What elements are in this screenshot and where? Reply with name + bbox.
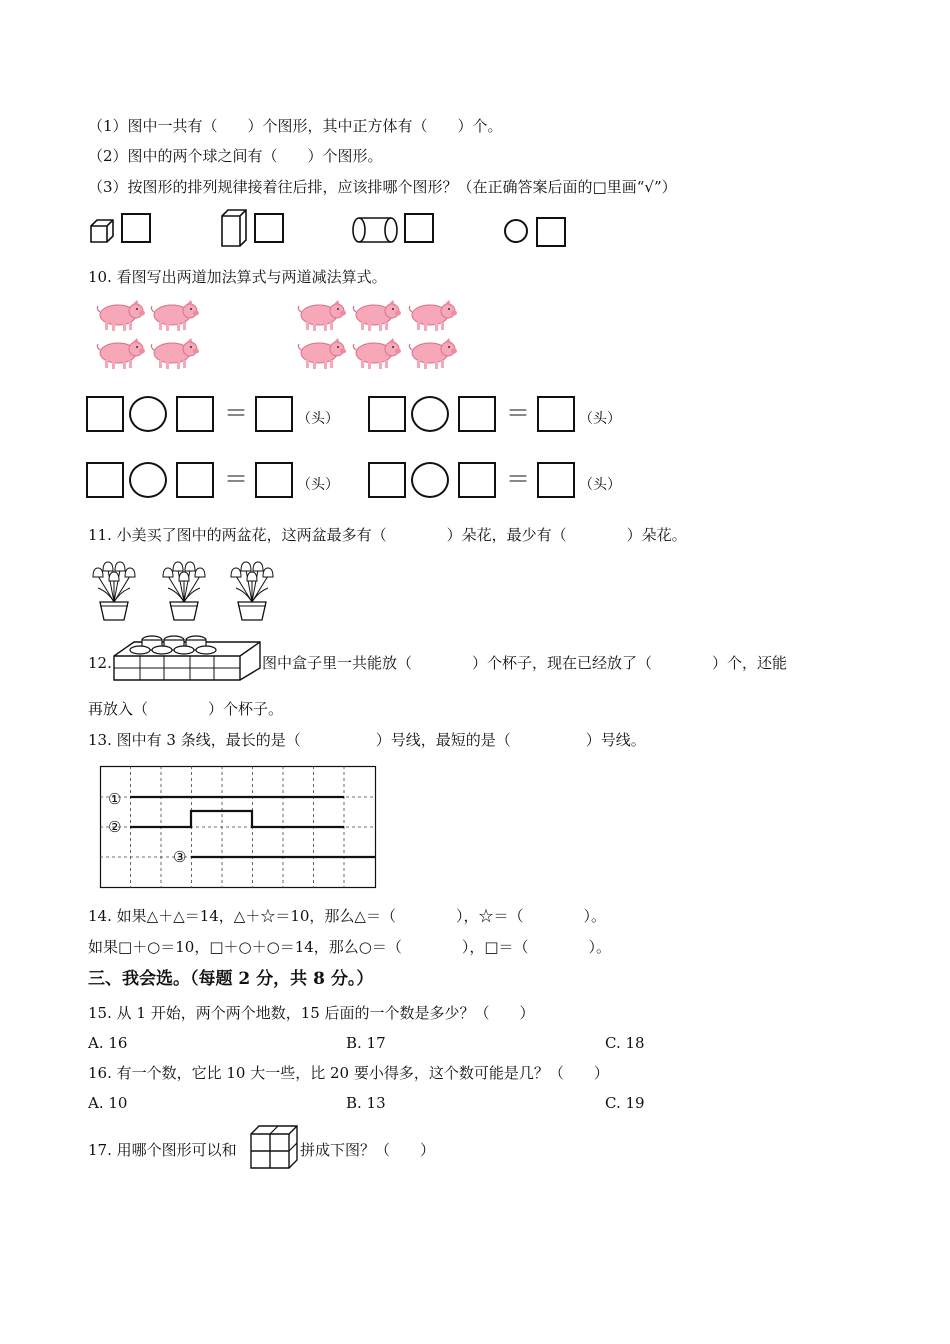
pig-icon xyxy=(96,338,146,370)
pig-icon xyxy=(96,300,146,332)
pig-icon xyxy=(352,338,402,370)
answer-box[interactable] xyxy=(368,396,406,432)
unit-label: （头） xyxy=(579,477,621,493)
q15-option-a[interactable]: A. 16 xyxy=(88,1034,128,1052)
flower-pot-icon xyxy=(226,558,278,622)
line-label-2: ② xyxy=(108,818,122,836)
pig-icon xyxy=(297,300,347,332)
answer-box[interactable] xyxy=(537,396,575,432)
unit-label: （头） xyxy=(297,411,339,427)
q9-sub3: （3）按图形的排列规律接着往后排，应该排哪个图形？（在正确答案后面的□里画“√”） xyxy=(88,178,677,196)
q12-number: 12. xyxy=(88,654,112,672)
answer-box[interactable] xyxy=(176,462,214,498)
section-3-title: 三、我会选。（每题 2 分，共 8 分。） xyxy=(88,969,374,989)
q12-text-a: 图中盒子里一共能放（ ）个杯子，现在已经放了（ ）个，还能 xyxy=(262,654,788,672)
q17-text-a: 17. 用哪个图形可以和 xyxy=(88,1141,237,1159)
line-grid-figure xyxy=(100,766,376,888)
cube-stack-figure xyxy=(249,1124,299,1170)
line-label-3: ③ xyxy=(173,848,187,866)
cup-box-icon xyxy=(112,636,262,682)
answer-box[interactable] xyxy=(537,462,575,498)
q16-option-b[interactable]: B. 13 xyxy=(346,1094,386,1112)
answer-box[interactable] xyxy=(255,396,293,432)
answer-box[interactable] xyxy=(121,213,151,243)
pig-icon xyxy=(150,338,200,370)
answer-box[interactable] xyxy=(404,213,434,243)
answer-box[interactable] xyxy=(458,396,496,432)
q10-title: 10. 看图写出两道加法算式与两道减法算式。 xyxy=(88,268,387,286)
sphere-shape-icon xyxy=(504,219,528,243)
operator-circle[interactable] xyxy=(411,396,449,432)
pig-icon xyxy=(408,338,458,370)
unit-label: （头） xyxy=(579,411,621,427)
q9-sub2: （2）图中的两个球之间有（ ）个图形。 xyxy=(88,147,383,165)
equals-sign: ＝ xyxy=(224,399,248,427)
answer-box[interactable] xyxy=(254,213,284,243)
answer-box[interactable] xyxy=(176,396,214,432)
answer-box[interactable] xyxy=(255,462,293,498)
answer-box[interactable] xyxy=(86,462,124,498)
pig-icon xyxy=(150,300,200,332)
pig-icon xyxy=(408,300,458,332)
q17-text-b: 拼成下图？（ ） xyxy=(300,1141,436,1159)
equals-sign: ＝ xyxy=(506,399,530,427)
operator-circle[interactable] xyxy=(129,396,167,432)
operator-circle[interactable] xyxy=(129,462,167,498)
q9-sub1: （1）图中一共有（ ）个图形，其中正方体有（ ）个。 xyxy=(88,117,503,135)
pig-icon xyxy=(352,300,402,332)
equals-sign: ＝ xyxy=(506,465,530,493)
q14-line2: 如果□＋○＝10，□＋○＋○＝14，那么○＝（ ），□＝（ ）。 xyxy=(88,938,612,956)
line-label-1: ① xyxy=(108,790,122,808)
q15-title: 15. 从 1 开始，两个两个地数，15 后面的一个数是多少？（ ） xyxy=(88,1004,535,1022)
answer-box[interactable] xyxy=(536,217,566,247)
cube-shape-icon xyxy=(89,218,115,244)
answer-box[interactable] xyxy=(458,462,496,498)
equals-sign: ＝ xyxy=(224,465,248,493)
unit-label: （头） xyxy=(297,477,339,493)
q15-option-c[interactable]: C. 18 xyxy=(605,1034,645,1052)
q15-option-b[interactable]: B. 17 xyxy=(346,1034,386,1052)
operator-circle[interactable] xyxy=(411,462,449,498)
q11-title: 11. 小美买了图中的两盆花，这两盆最多有（ ）朵花，最少有（ ）朵花。 xyxy=(88,526,687,544)
answer-box[interactable] xyxy=(86,396,124,432)
flower-pot-icon xyxy=(88,558,140,622)
q14-line1: 14. 如果△＋△＝14，△＋☆＝10，那么△＝（ ），☆＝（ ）。 xyxy=(88,907,606,925)
q16-option-a[interactable]: A. 10 xyxy=(88,1094,128,1112)
q16-option-c[interactable]: C. 19 xyxy=(605,1094,645,1112)
q12-text-b: 再放入（ ）个杯子。 xyxy=(88,700,284,718)
q16-title: 16. 有一个数，它比 10 大一些，比 20 要小得多，这个数可能是几？（ ） xyxy=(88,1064,609,1082)
answer-box[interactable] xyxy=(368,462,406,498)
q13-title: 13. 图中有 3 条线，最长的是（ ）号线，最短的是（ ）号线。 xyxy=(88,731,646,749)
cuboid-shape-icon xyxy=(220,208,248,248)
cylinder-shape-icon xyxy=(351,216,399,244)
pig-icon xyxy=(297,338,347,370)
flower-pot-icon xyxy=(158,558,210,622)
